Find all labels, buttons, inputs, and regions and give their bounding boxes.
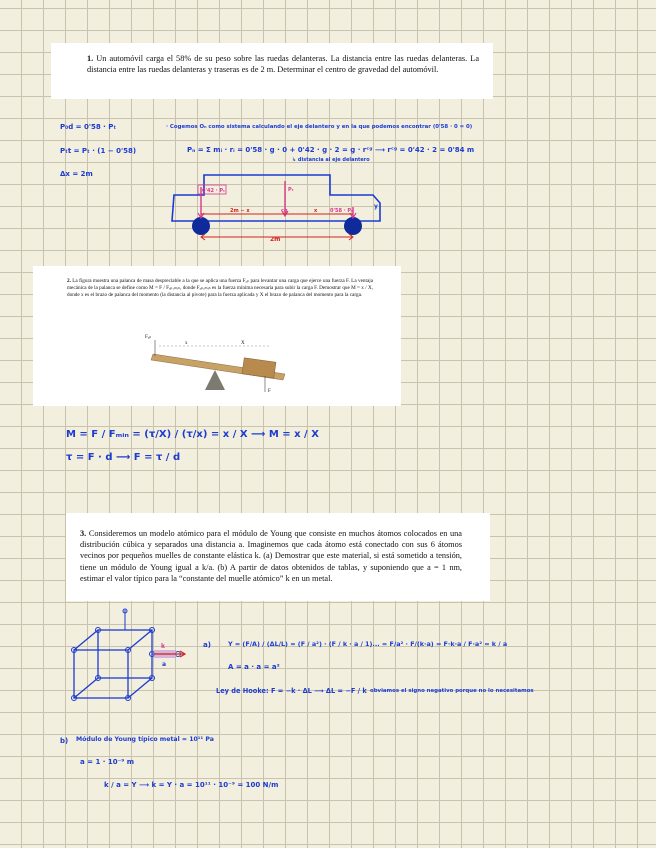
solution-annotation: ↳ distancia al eje delantero <box>292 157 370 163</box>
front-force-label: 0'58 · Pₜ <box>330 208 353 214</box>
cube-edges <box>74 630 152 698</box>
car-diagram <box>168 173 398 243</box>
problem-2-text <box>67 278 373 298</box>
mechanical-advantage-derivation: M = F / Fₘᵢₙ = (τ/X) / (τ/x) = x / X ⟶ M = x / X <box>66 429 319 440</box>
given-rear-load: Pₜt = Pₜ · (1 − 0'58) <box>60 147 137 155</box>
segment-right-label: x <box>314 208 318 214</box>
fap-label: Fₐₚ <box>145 335 152 340</box>
spring-k-label: k <box>161 643 165 650</box>
problem-2-box <box>33 266 401 406</box>
x-large-label: X <box>241 341 245 346</box>
part-b-spacing: a = 1 · 10⁻⁹ m <box>80 758 135 766</box>
problem-3-box <box>66 513 490 601</box>
rear-force-label: 0'42 · Pₜ <box>202 188 225 194</box>
lever-diagram <box>145 330 305 394</box>
problem-1-text <box>87 53 479 75</box>
cg-label: cg <box>281 208 288 214</box>
axis-label: y <box>374 203 378 210</box>
torque-relation: τ = F · d ⟶ F = τ / d <box>66 452 181 463</box>
pivot <box>205 370 225 390</box>
problem-1-statement: Un automóvil carga el 58% de su peso sobre las ruedas delanteras. La distancia entre las ruedas delanteras. La distancia entre las ruedas delanteras y traseras es de 2 m. Determinar el centro de gravedad del automóvil. <box>87 54 479 74</box>
part-b-label: b) <box>60 737 69 745</box>
problem-3-text <box>80 528 462 584</box>
rear-wheel <box>192 217 210 235</box>
young-modulus-derivation: Y = (F/A) / (ΔL/L) = (F / a²) · (F / k · a / 1)... = F/a² · F/(k·a) = F·k·a / F·a² = k / a <box>228 640 508 648</box>
hooke-note: obviamos el signo negativo porque no lo necesitamos <box>370 688 534 694</box>
given-front-load: P₀d = 0'58 · Pₜ <box>60 123 117 131</box>
load-box <box>242 358 276 378</box>
problem-3-statement: Consideremos un modelo atómico para el módulo de Young que consiste en muchos átomos colocados en una distribución cúbica y separados una distancia a. Imaginemos que cada átomo está conectado con sus 6 átomos vecinos por pequeños muelles de constante elástica k. (a) Demostrar que este material, si está sometido a tensión, tiene un módulo de Young igual a k/a. (b) A partir de datos obtenidos de tablas, y suponiendo que a = 1 nm, estimar el valor típico para la “constante del muelle atómico” k en un metal. <box>80 529 462 583</box>
area-relation: A = a · a = a² <box>228 663 280 671</box>
solution-equation: Pₙ = Σ mᵢ · rᵢ = 0'58 · g · 0 + 0'42 · g · 2 = g · rᶜᵍ ⟶ rᶜᵍ = 0'42 · 2 = 0'84 m <box>187 146 475 154</box>
problem-1-number: 1. <box>87 54 94 63</box>
segment-left-label: 2m − x <box>230 208 250 214</box>
front-wheel <box>344 217 362 235</box>
problem-3-number: 3. <box>80 529 87 538</box>
weight-label: Pₜ <box>288 187 294 193</box>
f-label: F <box>268 389 271 394</box>
problem-1-box <box>51 43 493 99</box>
part-b-title: Módulo de Young típico metal = 10¹¹ Pa <box>76 736 214 743</box>
part-a-label: a) <box>203 641 211 649</box>
hooke-law: Ley de Hooke: F = −k · ΔL ⟶ ΔL = −F / k <box>216 687 367 695</box>
atomic-cube-diagram <box>60 606 190 706</box>
total-length-label: 2m <box>270 236 281 243</box>
given-distance: Δx = 2m <box>60 170 93 178</box>
part-b-result: k / a = Y ⟶ k = Y · a = 10¹¹ · 10⁻⁹ = 100 N/m <box>104 781 279 789</box>
problem-2-statement: La figura muestra una palanca de masa despreciable a la que se aplica una fuerza Fₐₚ para levantar una carga que ejerce una fuerza F. La ventaja mecánica de la palanca se define como M = F / Fₐₚ,ₘᵢₙ, donde Fₐₚ,ₘᵢₙ es la fuerza mínima necesaria para subir la carga F. Demostrar que M = x / X, donde x es el brazo de palanca del momento (la distancia al pivote) para la fuerza aplicada y X el brazo de palanca del momento para la carga. <box>67 278 373 298</box>
problem-2-number: 2. <box>67 278 71 284</box>
x-small-label: x <box>185 341 188 346</box>
spacing-a-label: a <box>162 661 167 668</box>
solution-heading: · Cogemos Oₙ como sistema calculando el eje delantero y en la que podemos encontrar (0'58 · 0 = 0) <box>166 124 473 130</box>
